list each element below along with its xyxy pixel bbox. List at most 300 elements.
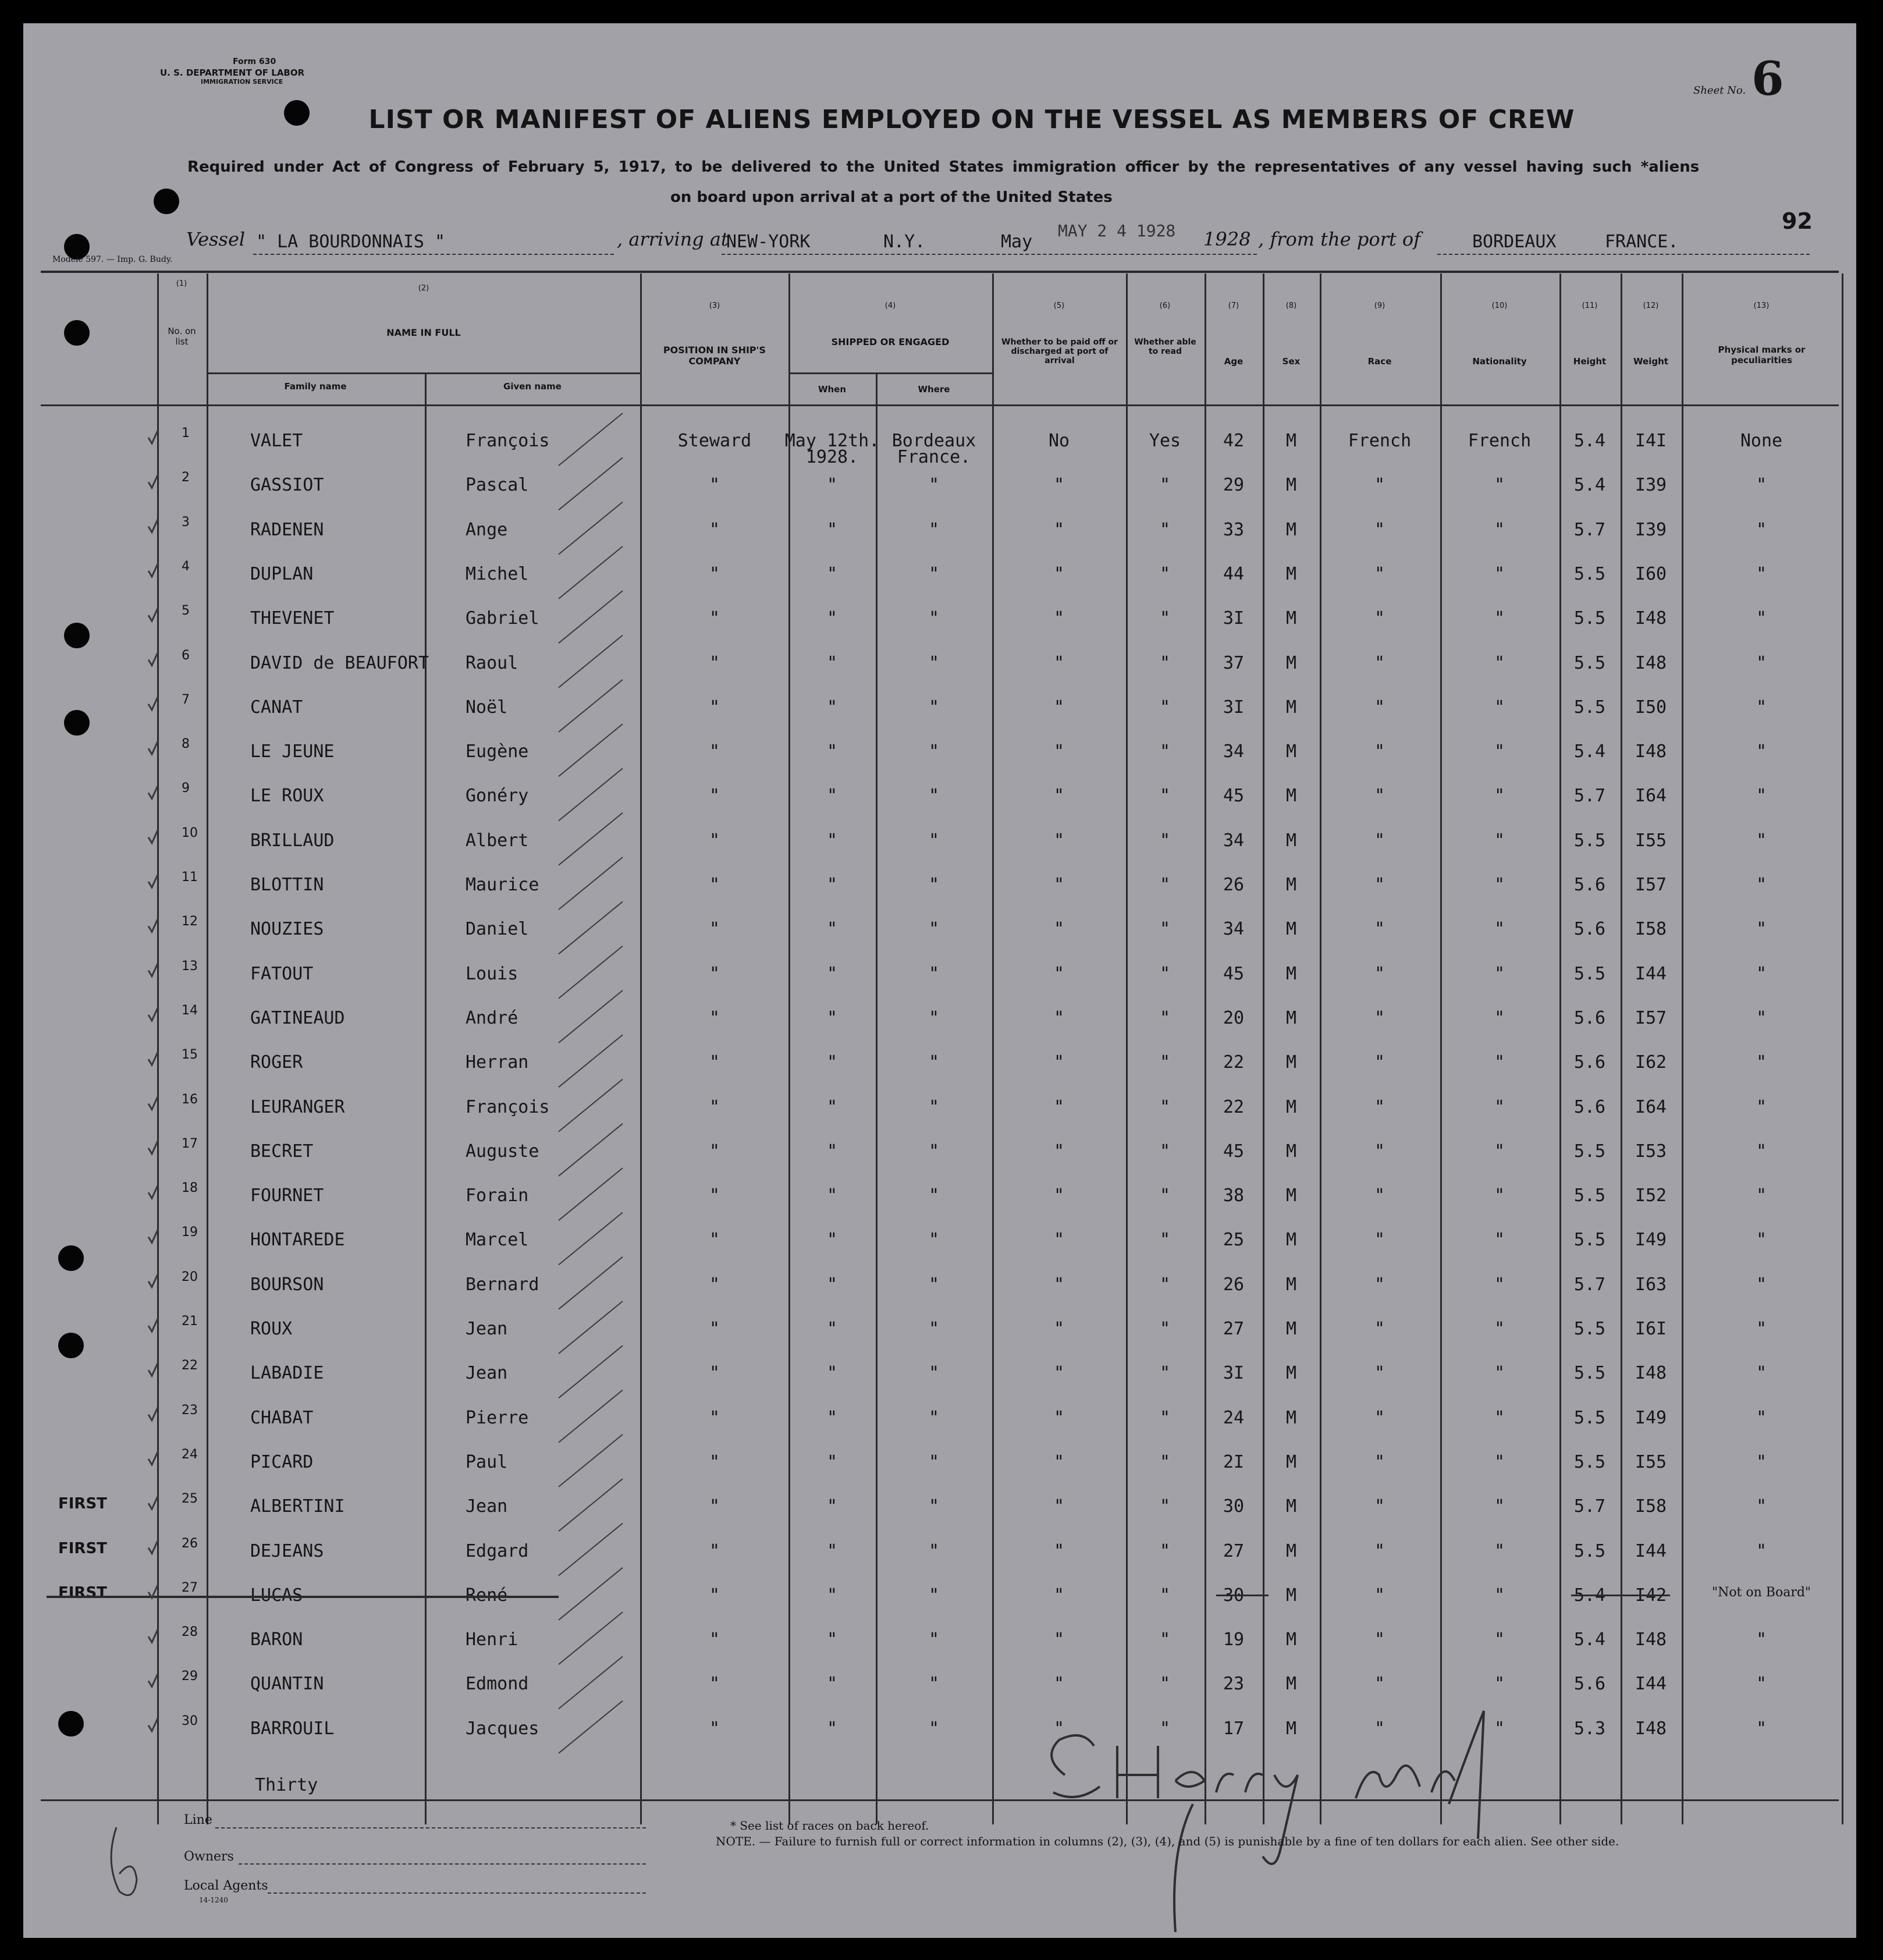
physical-marks: " bbox=[1756, 1451, 1767, 1472]
weight: I64 bbox=[1635, 1096, 1667, 1117]
height: 5.5 bbox=[1573, 1185, 1606, 1206]
sex: M bbox=[1285, 697, 1297, 718]
nationality: French bbox=[1468, 431, 1532, 451]
age: 37 bbox=[1223, 652, 1245, 673]
sex: M bbox=[1285, 875, 1297, 895]
shipped-when: " bbox=[826, 652, 838, 673]
check-slash bbox=[559, 990, 623, 1043]
check-mark bbox=[148, 1674, 158, 1686]
paid-off: " bbox=[1053, 1496, 1065, 1517]
height: 5.5 bbox=[1573, 652, 1606, 673]
given-name: Pascal bbox=[466, 475, 529, 496]
sex: M bbox=[1285, 652, 1297, 673]
printer-line: Modèle 597. — Imp. G. Budy. bbox=[52, 255, 173, 264]
physical-marks: " bbox=[1756, 1052, 1767, 1073]
row-number: 16 bbox=[182, 1092, 198, 1107]
row-number: 10 bbox=[182, 825, 198, 840]
weight: I63 bbox=[1635, 1274, 1667, 1295]
check-mark bbox=[148, 741, 158, 754]
check-slash bbox=[559, 901, 623, 954]
race: " bbox=[1374, 786, 1385, 807]
physical-marks: " bbox=[1756, 697, 1767, 718]
age: 34 bbox=[1223, 919, 1245, 940]
race: " bbox=[1374, 1496, 1385, 1517]
row-number: 14 bbox=[182, 1003, 198, 1018]
check-mark bbox=[148, 1097, 158, 1110]
position: " bbox=[709, 1141, 720, 1162]
col9-header: Race bbox=[1367, 356, 1392, 367]
weight: I60 bbox=[1635, 563, 1667, 584]
physical-marks: " bbox=[1756, 1674, 1767, 1695]
race: " bbox=[1374, 1451, 1385, 1472]
shipped-where: " bbox=[928, 1451, 940, 1472]
row-number: 11 bbox=[182, 870, 198, 885]
race: " bbox=[1374, 1407, 1385, 1428]
nationality: " bbox=[1494, 652, 1505, 673]
position: " bbox=[709, 519, 720, 540]
age: 26 bbox=[1223, 875, 1245, 895]
physical-marks: None bbox=[1740, 431, 1783, 451]
age: 20 bbox=[1223, 1007, 1245, 1028]
age: 22 bbox=[1223, 1052, 1245, 1073]
col3-number: (3) bbox=[709, 301, 720, 310]
check-slash bbox=[559, 680, 623, 732]
check-slash bbox=[559, 1168, 623, 1220]
check-mark bbox=[148, 520, 158, 532]
weight: I55 bbox=[1635, 1451, 1667, 1472]
paid-off: " bbox=[1053, 608, 1065, 629]
check-slash bbox=[559, 1301, 623, 1354]
paid-off: " bbox=[1053, 741, 1065, 762]
physical-marks: " bbox=[1756, 1230, 1767, 1251]
able-to-read: " bbox=[1159, 475, 1171, 496]
shipped-when-year: 1928. bbox=[805, 447, 859, 467]
nationality: " bbox=[1494, 1185, 1505, 1206]
check-slash bbox=[559, 1257, 623, 1309]
physical-marks: " bbox=[1756, 1141, 1767, 1162]
nationality: " bbox=[1494, 1141, 1505, 1162]
check-slash bbox=[559, 1656, 623, 1709]
row-number: 7 bbox=[182, 692, 190, 707]
family-name: GASSIOT bbox=[250, 475, 324, 496]
col6-header-text: Whether able to read bbox=[1134, 338, 1196, 356]
weight: I39 bbox=[1635, 475, 1667, 496]
check-slash bbox=[559, 724, 623, 776]
paid-off: " bbox=[1053, 1407, 1065, 1428]
col2-header: NAME IN FULL bbox=[386, 327, 461, 338]
age: 2I bbox=[1223, 1451, 1245, 1472]
weight: I50 bbox=[1635, 697, 1667, 718]
paid-off: " bbox=[1053, 1674, 1065, 1695]
sex: M bbox=[1285, 1007, 1297, 1028]
paid-off: " bbox=[1053, 1540, 1065, 1561]
physical-marks: " bbox=[1756, 1007, 1767, 1028]
age: 34 bbox=[1223, 741, 1245, 762]
paid-off: " bbox=[1053, 1451, 1065, 1472]
able-to-read: " bbox=[1159, 1096, 1171, 1117]
able-to-read: " bbox=[1159, 1230, 1171, 1251]
race: " bbox=[1374, 1363, 1385, 1384]
given-name: Bernard bbox=[466, 1274, 539, 1295]
family-name: ROUX bbox=[250, 1319, 293, 1339]
weight: I49 bbox=[1635, 1230, 1667, 1251]
shipped-when: " bbox=[826, 875, 838, 895]
from-country: FRANCE. bbox=[1605, 232, 1679, 252]
height: 5.5 bbox=[1573, 830, 1606, 851]
row-number: 29 bbox=[182, 1669, 198, 1684]
nationality: " bbox=[1494, 563, 1505, 584]
height: 5.5 bbox=[1573, 1407, 1606, 1428]
given-name: Raoul bbox=[466, 652, 518, 673]
col3-header-text: POSITION IN SHIP'S COMPANY bbox=[663, 345, 766, 367]
shipped-when: " bbox=[826, 697, 838, 718]
nationality: " bbox=[1494, 830, 1505, 851]
col4-header: SHIPPED OR ENGAGED bbox=[831, 336, 950, 347]
position: " bbox=[709, 786, 720, 807]
position: " bbox=[709, 1230, 720, 1251]
shipped-where: " bbox=[928, 1363, 940, 1384]
race: " bbox=[1374, 475, 1385, 496]
height: 5.5 bbox=[1573, 1319, 1606, 1339]
nationality: " bbox=[1494, 1718, 1505, 1739]
height: 5.4 bbox=[1573, 741, 1606, 762]
footnote-races: * See list of races on back hereof. bbox=[730, 1819, 929, 1833]
nationality: " bbox=[1494, 1585, 1505, 1606]
height: 5.4 bbox=[1573, 431, 1606, 451]
shipped-when: " bbox=[826, 1274, 838, 1295]
shipped-where: " bbox=[928, 1718, 940, 1739]
nationality: " bbox=[1494, 1496, 1505, 1517]
check-slash bbox=[559, 1524, 623, 1576]
sex: M bbox=[1285, 1540, 1297, 1561]
footnote-penalty: NOTE. — Failure to furnish full or correct information in columns (2), (3), (4), and (5) is punishable by a fine of ten dollars for each alien. See other side. bbox=[716, 1834, 1619, 1848]
physical-marks: " bbox=[1756, 1319, 1767, 1339]
family-name: LUCAS bbox=[250, 1585, 303, 1606]
check-slash bbox=[559, 1701, 623, 1753]
age: 42 bbox=[1223, 431, 1245, 451]
row-number: 5 bbox=[182, 603, 190, 619]
check-slash bbox=[559, 857, 623, 910]
weight: I44 bbox=[1635, 1674, 1667, 1695]
vessel-name: " LA BOURDONNAIS " bbox=[256, 232, 446, 252]
given-name: Henri bbox=[466, 1629, 518, 1650]
given-name: Paul bbox=[466, 1451, 508, 1472]
check-mark bbox=[148, 475, 158, 488]
shipped-where: " bbox=[928, 875, 940, 895]
nationality: " bbox=[1494, 1319, 1505, 1339]
subtitle-line2: on board upon arrival at a port of the United States bbox=[670, 189, 1113, 206]
sex: M bbox=[1285, 1274, 1297, 1295]
shipped-where: " bbox=[928, 563, 940, 584]
weight: I55 bbox=[1635, 830, 1667, 851]
margin-note: FIRST bbox=[58, 1539, 107, 1557]
sex: M bbox=[1285, 1141, 1297, 1162]
sex: M bbox=[1285, 563, 1297, 584]
age: 45 bbox=[1223, 963, 1245, 984]
check-mark bbox=[148, 875, 158, 887]
row-number: 1 bbox=[182, 426, 190, 441]
physical-marks: " bbox=[1756, 1718, 1767, 1739]
check-slash bbox=[559, 1390, 623, 1443]
age: 24 bbox=[1223, 1407, 1245, 1428]
sex: M bbox=[1285, 1319, 1297, 1339]
family-name: PICARD bbox=[250, 1451, 314, 1472]
shipped-where: " bbox=[928, 1496, 940, 1517]
shipped-where: " bbox=[928, 1185, 940, 1206]
able-to-read: " bbox=[1159, 830, 1171, 851]
age: 27 bbox=[1223, 1319, 1245, 1339]
nationality: " bbox=[1494, 1407, 1505, 1428]
col10-header: Nationality bbox=[1472, 356, 1527, 367]
check-slash bbox=[559, 591, 623, 643]
able-to-read: " bbox=[1159, 875, 1171, 895]
shipped-when: " bbox=[826, 963, 838, 984]
position: " bbox=[709, 1319, 720, 1339]
col4-number: (4) bbox=[884, 301, 896, 310]
height: 5.6 bbox=[1573, 1674, 1606, 1695]
col2-family-header: Family name bbox=[284, 381, 347, 392]
race: " bbox=[1374, 1274, 1385, 1295]
check-mark bbox=[148, 1408, 158, 1421]
shipped-where: " bbox=[928, 1629, 940, 1650]
shipped-where: " bbox=[928, 1230, 940, 1251]
able-to-read: Yes bbox=[1149, 431, 1181, 451]
shipped-where: " bbox=[928, 919, 940, 940]
paid-off: " bbox=[1053, 697, 1065, 718]
race: French bbox=[1348, 431, 1412, 451]
col7-header: Age bbox=[1224, 356, 1244, 367]
sex: M bbox=[1285, 1496, 1297, 1517]
able-to-read: " bbox=[1159, 1674, 1171, 1695]
check-slash bbox=[559, 946, 623, 999]
sex: M bbox=[1285, 919, 1297, 940]
given-name: Forain bbox=[466, 1185, 529, 1206]
position: " bbox=[709, 652, 720, 673]
nationality: " bbox=[1494, 1007, 1505, 1028]
line-label: Line bbox=[184, 1813, 212, 1827]
arrival-month: May bbox=[1001, 232, 1033, 252]
position: " bbox=[709, 1496, 720, 1517]
age: 3I bbox=[1223, 1363, 1245, 1384]
shipped-where: " bbox=[928, 519, 940, 540]
family-name: LABADIE bbox=[250, 1363, 324, 1384]
check-slash bbox=[559, 1612, 623, 1664]
family-name: THEVENET bbox=[250, 608, 335, 629]
physical-marks: " bbox=[1756, 608, 1767, 629]
position: " bbox=[709, 1096, 720, 1117]
able-to-read: " bbox=[1159, 963, 1171, 984]
able-to-read: " bbox=[1159, 1319, 1171, 1339]
col4-when-header: When bbox=[818, 384, 847, 395]
col11-number: (11) bbox=[1582, 301, 1598, 310]
row-number: 15 bbox=[182, 1048, 198, 1063]
race: " bbox=[1374, 741, 1385, 762]
height: 5.5 bbox=[1573, 1451, 1606, 1472]
weight: I42 bbox=[1635, 1585, 1667, 1606]
row-number: 19 bbox=[182, 1225, 198, 1240]
check-slash bbox=[559, 457, 623, 510]
shipped-where: " bbox=[928, 963, 940, 984]
shipped-when: " bbox=[826, 1585, 838, 1606]
height: 5.7 bbox=[1573, 786, 1606, 807]
physical-marks: " bbox=[1756, 1407, 1767, 1428]
height: 5.5 bbox=[1573, 1363, 1606, 1384]
weight: I48 bbox=[1635, 1629, 1667, 1650]
col12-number: (12) bbox=[1643, 301, 1659, 310]
shipped-where: " bbox=[928, 1052, 940, 1073]
paid-off: " bbox=[1053, 1141, 1065, 1162]
paid-off: " bbox=[1053, 1230, 1065, 1251]
check-mark bbox=[148, 1274, 158, 1287]
shipped-when: " bbox=[826, 1451, 838, 1472]
check-mark bbox=[148, 1363, 158, 1376]
physical-marks: " bbox=[1756, 919, 1767, 940]
age: 44 bbox=[1223, 563, 1245, 584]
nationality: " bbox=[1494, 1274, 1505, 1295]
sex: M bbox=[1285, 1363, 1297, 1384]
family-name: ALBERTINI bbox=[250, 1496, 345, 1517]
shipped-where: " bbox=[928, 786, 940, 807]
position: " bbox=[709, 608, 720, 629]
race: " bbox=[1374, 1674, 1385, 1695]
race: " bbox=[1374, 1141, 1385, 1162]
shipped-where: " bbox=[928, 1540, 940, 1561]
given-name: Gonéry bbox=[466, 786, 529, 807]
given-name: Marcel bbox=[466, 1230, 529, 1251]
nationality: " bbox=[1494, 786, 1505, 807]
given-name: Jean bbox=[466, 1363, 508, 1384]
age: 45 bbox=[1223, 786, 1245, 807]
shipped-when: " bbox=[826, 1096, 838, 1117]
given-name: Michel bbox=[466, 563, 529, 584]
row-number: 4 bbox=[182, 559, 190, 574]
family-name: VALET bbox=[250, 431, 303, 451]
physical-marks: " bbox=[1756, 652, 1767, 673]
row-number: 22 bbox=[182, 1358, 198, 1373]
age: 22 bbox=[1223, 1096, 1245, 1117]
sex: M bbox=[1285, 1585, 1297, 1606]
given-name: Albert bbox=[466, 830, 529, 851]
shipped-when: " bbox=[826, 1185, 838, 1206]
paid-off: " bbox=[1053, 1319, 1065, 1339]
given-name: François bbox=[466, 1096, 550, 1117]
paid-off: " bbox=[1053, 1718, 1065, 1739]
row-number: 30 bbox=[182, 1713, 198, 1728]
check-slash bbox=[559, 1435, 623, 1487]
check-mark bbox=[148, 431, 158, 443]
race: " bbox=[1374, 919, 1385, 940]
age: 19 bbox=[1223, 1629, 1245, 1650]
physical-marks: " bbox=[1756, 1540, 1767, 1561]
sex: M bbox=[1285, 786, 1297, 807]
col6-number: (6) bbox=[1159, 301, 1171, 310]
physical-marks: " bbox=[1756, 786, 1767, 807]
able-to-read: " bbox=[1159, 1718, 1171, 1739]
weight: I48 bbox=[1635, 1718, 1667, 1739]
position: " bbox=[709, 1674, 720, 1695]
arrival-year: 1928 bbox=[1203, 228, 1251, 250]
given-name: Jacques bbox=[466, 1718, 539, 1739]
total-count: Thirty bbox=[255, 1775, 318, 1795]
height: 5.7 bbox=[1573, 1274, 1606, 1295]
position: " bbox=[709, 963, 720, 984]
race: " bbox=[1374, 519, 1385, 540]
position: " bbox=[709, 1052, 720, 1073]
family-name: RADENEN bbox=[250, 519, 324, 540]
age: 30 bbox=[1223, 1585, 1245, 1606]
race: " bbox=[1374, 652, 1385, 673]
shipped-where: " bbox=[928, 830, 940, 851]
given-name: Auguste bbox=[466, 1141, 539, 1162]
shipped-when: " bbox=[826, 1496, 838, 1517]
paid-off: " bbox=[1053, 963, 1065, 984]
row-number: 13 bbox=[182, 958, 198, 974]
given-name: René bbox=[466, 1585, 508, 1606]
position: Steward bbox=[677, 431, 752, 451]
able-to-read: " bbox=[1159, 519, 1171, 540]
position: " bbox=[709, 741, 720, 762]
vessel-label: Vessel bbox=[186, 228, 246, 250]
age: 45 bbox=[1223, 1141, 1245, 1162]
paid-off: " bbox=[1053, 1096, 1065, 1117]
physical-marks: " bbox=[1756, 1363, 1767, 1384]
check-slash bbox=[559, 635, 623, 688]
family-name: GATINEAUD bbox=[250, 1007, 345, 1028]
weight: I58 bbox=[1635, 919, 1667, 940]
check-slash bbox=[559, 502, 623, 555]
height: 5.6 bbox=[1573, 1007, 1606, 1028]
check-mark bbox=[148, 1052, 158, 1065]
row-number: 24 bbox=[182, 1447, 198, 1462]
age: 29 bbox=[1223, 475, 1245, 496]
sex: M bbox=[1285, 1052, 1297, 1073]
nationality: " bbox=[1494, 475, 1505, 496]
sex: M bbox=[1285, 519, 1297, 540]
form-code: 14-1240 bbox=[199, 1896, 228, 1904]
race: " bbox=[1374, 830, 1385, 851]
shipped-when: " bbox=[826, 1407, 838, 1428]
weight: I48 bbox=[1635, 1363, 1667, 1384]
given-name: Louis bbox=[466, 963, 518, 984]
race: " bbox=[1374, 963, 1385, 984]
shipped-where: " bbox=[928, 1096, 940, 1117]
able-to-read: " bbox=[1159, 1407, 1171, 1428]
check-slash bbox=[559, 413, 623, 466]
race: " bbox=[1374, 1718, 1385, 1739]
shipped-when: " bbox=[826, 1629, 838, 1650]
paid-off: " bbox=[1053, 519, 1065, 540]
nationality: " bbox=[1494, 963, 1505, 984]
manifest-sheet bbox=[23, 23, 1856, 1938]
check-mark bbox=[148, 1452, 158, 1465]
form-number: Form 630 bbox=[233, 57, 276, 66]
sex: M bbox=[1285, 1407, 1297, 1428]
list-number: 92 bbox=[1782, 208, 1813, 234]
row-number: 8 bbox=[182, 737, 190, 752]
weight: I48 bbox=[1635, 608, 1667, 629]
paid-off: " bbox=[1053, 1585, 1065, 1606]
col13-number: (13) bbox=[1753, 301, 1770, 310]
physical-marks: " bbox=[1756, 830, 1767, 851]
paid-off: " bbox=[1053, 875, 1065, 895]
sex: M bbox=[1285, 608, 1297, 629]
weight: I57 bbox=[1635, 875, 1667, 895]
col12-header: Weight bbox=[1633, 356, 1668, 367]
physical-marks: " bbox=[1756, 475, 1767, 496]
position: " bbox=[709, 563, 720, 584]
check-mark bbox=[148, 1496, 158, 1509]
family-name: FATOUT bbox=[250, 963, 314, 984]
